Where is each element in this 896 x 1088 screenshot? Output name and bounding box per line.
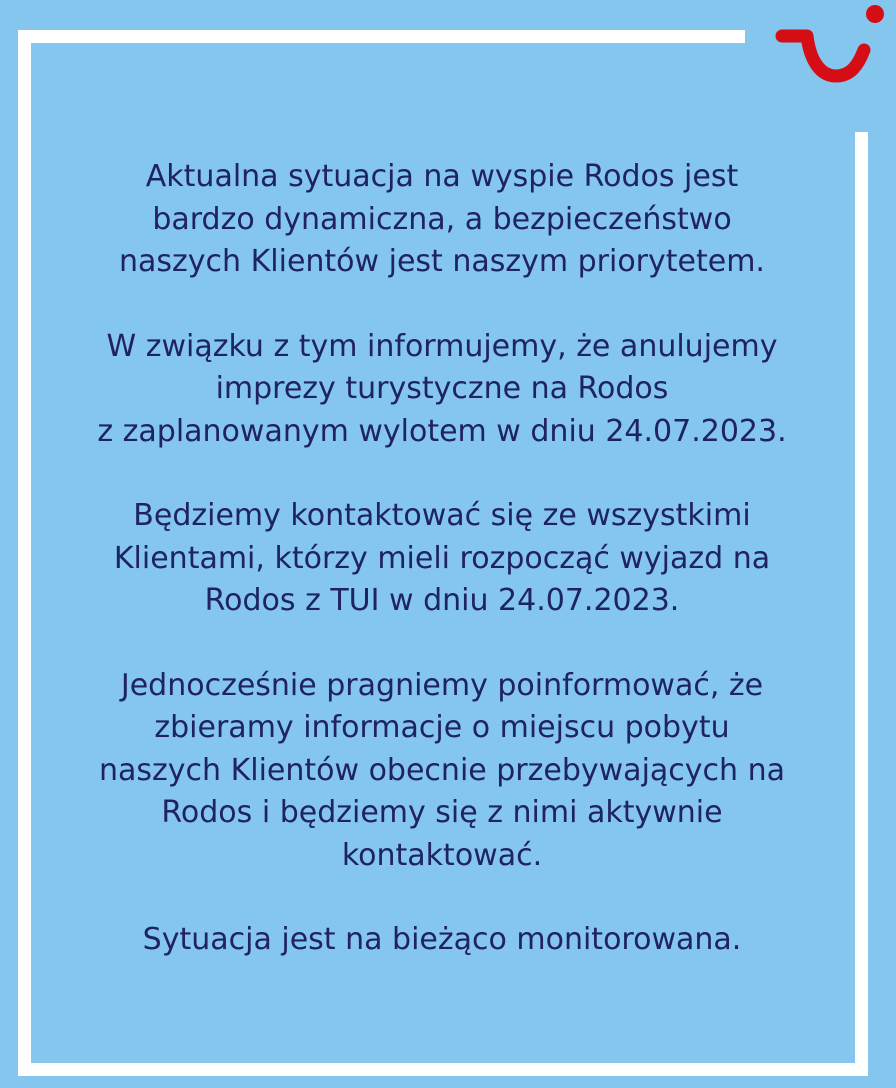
frame-left-border [18,30,31,1076]
text-line: imprezy turystyczne na Rodos [215,371,669,406]
text-line: Aktualna sytuacja na wyspie Rodos jest [145,159,739,194]
text-line: Będziemy kontaktować się ze wszystkimi [133,498,751,533]
text-line: naszych Klientów obecnie przebywających na [99,752,785,788]
text-line: kontaktować. [341,837,543,873]
text-line: naszych Klientów jest naszym priorytetem. [119,244,765,279]
text-line: W związku z tym informujemy, że anulujemy [106,328,778,364]
text-line: Jednocześnie pragniemy poinformować, że [120,667,764,703]
paragraph-contact [50,495,834,623]
announcement-text [50,156,834,962]
text-line: Rodos z TUI w dniu 24.07.2023. [204,583,680,618]
text-line: Rodos i będziemy się z nimi aktywnie [161,795,723,830]
paragraph-cancellation [50,326,834,454]
paragraph-situation [50,156,834,284]
text-line: Sytuacja jest na bieżąco monitorowana. [142,922,742,957]
paragraph-information-gathering [50,665,834,878]
text-line: z zaplanowanym wylotem w dniu 24.07.2023. [97,413,787,449]
frame-top-border [18,30,745,43]
frame-bottom-border [18,1063,868,1076]
text-line: zbieramy informacje o miejscu pobytu [154,710,730,745]
text-line: bardzo dynamiczna, a bezpieczeństwo [152,201,732,237]
tui-logo-icon [772,0,890,100]
paragraph-monitoring [50,919,834,962]
frame-right-border [855,132,868,1076]
text-line: Klientami, którzy mieli rozpocząć wyjazd na [113,540,771,576]
